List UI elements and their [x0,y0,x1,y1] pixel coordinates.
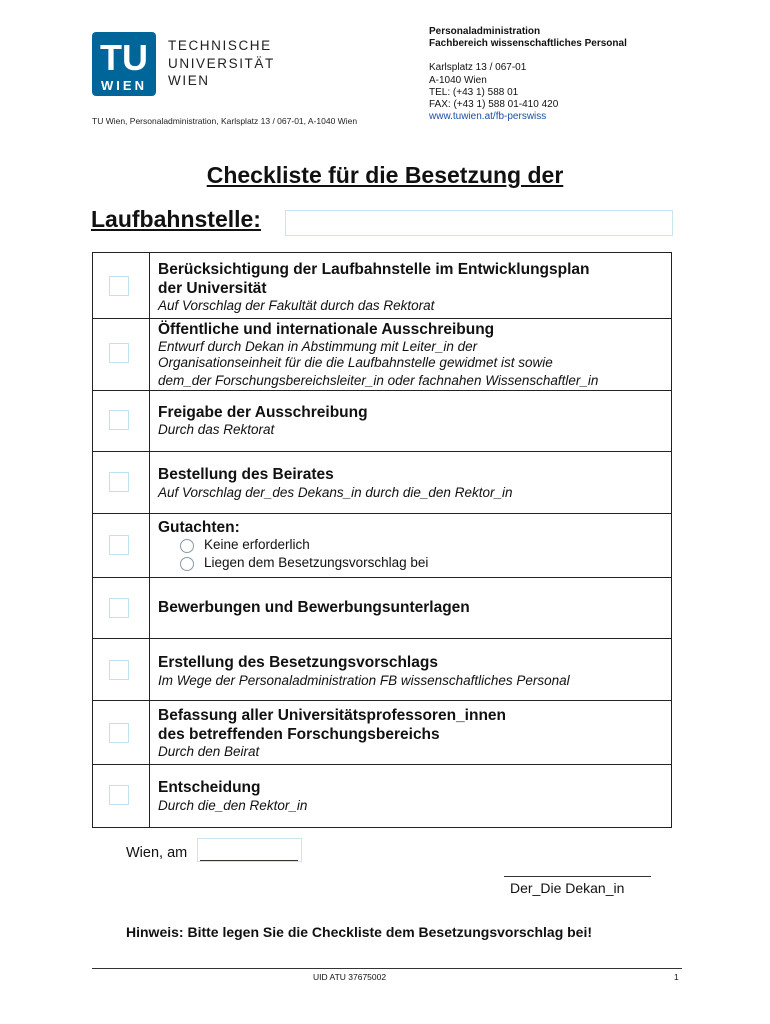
row-title: Gutachten: [158,519,240,536]
signature-line [504,876,651,877]
checkbox-entwicklungsplan[interactable] [109,276,129,296]
radio-keine-erforderlich[interactable] [180,539,194,553]
row-divider [92,390,672,391]
department-address [429,26,627,123]
logo-mark-tu: TU [100,37,148,78]
row-subtitle: Entwurf durch Dekan in Abstimmung mit Leiter_in der [158,339,478,354]
row-divider [92,318,672,319]
row-subtitle: dem_der Forschungsbereichsleiter_in oder fachnahen Wissenschaftler_in [158,373,599,388]
row-subtitle: Auf Vorschlag der Fakultät durch das Rektorat [158,298,435,313]
place-date-label: Wien, am [126,845,188,861]
row-subtitle: Durch den Beirat [158,744,260,759]
option-label: Keine erforderlich [204,537,310,552]
checkbox-ausschreibung[interactable] [109,343,129,363]
logo-mark-wien: WIEN [101,78,147,93]
row-divider [92,577,672,578]
row-subtitle: Auf Vorschlag der_des Dekans_in durch die_den Rektor_in [158,485,513,500]
row-divider [92,764,672,765]
signature-label: Der_Die Dekan_in [510,880,625,896]
checkbox-freigabe[interactable] [109,410,129,430]
row-title: Befassung aller Universitätsprofessoren_innen [158,707,507,724]
option-label: Liegen dem Besetzungsvorschlag bei [204,555,429,570]
page-number: 1 [674,972,679,982]
notice-text: Hinweis: Bitte legen Sie die Checkliste dem Besetzungsvorschlag bei! [126,924,593,940]
footer-rule [92,968,682,969]
checkbox-beirat[interactable] [109,472,129,492]
fax: FAX: (+43 1) 588 01-410 420 [429,99,559,111]
row-subtitle: Durch das Rektorat [158,422,275,437]
row-title: der Universität [158,280,267,297]
date-input[interactable] [197,838,302,862]
website-link[interactable]: www.tuwien.at/fb-perswiss [429,111,547,123]
row-title: Entscheidung [158,779,261,796]
sender-address-line: TU Wien, Personaladministration, Karlsplatz 13 / 067-01, A-1040 Wien [92,116,358,126]
row-subtitle: Im Wege der Personaladministration FB wissenschaftliches Personal [158,673,570,688]
laufbahnstelle-input[interactable] [285,210,673,236]
dept-subname: Fachbereich wissenschaftliches Personal [429,38,627,50]
checkbox-besetzungsvorschlag[interactable] [109,660,129,680]
row-title: des betreffenden Forschungsbereichs [158,726,440,743]
checkbox-entscheidung[interactable] [109,785,129,805]
row-subtitle: Durch die_den Rektor_in [158,798,308,813]
checkbox-gutachten[interactable] [109,535,129,555]
city: A-1040 Wien [429,74,487,86]
row-divider [92,451,672,452]
telephone: TEL: (+43 1) 588 01 [429,86,519,98]
logo-line-1: TECHNISCHE [168,38,272,53]
street: Karlsplatz 13 / 067-01 [429,62,527,74]
checkbox-bewerbungen[interactable] [109,598,129,618]
logo-line-2: UNIVERSITÄT [168,55,275,71]
logo-wordmark [168,37,275,90]
row-title: Bestellung des Beirates [158,466,334,483]
row-title: Berücksichtigung der Laufbahnstelle im Entwicklungsplan [158,261,590,278]
row-divider [92,513,672,514]
checklist-column-divider [149,252,150,828]
row-title: Bewerbungen und Bewerbungsunterlagen [158,599,470,616]
row-subtitle: Organisationseinheit für die die Laufbahnstelle gewidmet ist sowie [158,355,553,370]
document-title-line-1: Checkliste für die Besetzung der [206,162,564,188]
tu-wien-logo [92,32,287,96]
document-title-line-2: Laufbahnstelle: [91,206,261,232]
row-title: Öffentliche und internationale Ausschreibung [158,321,495,338]
tu-wien-logo-mark [92,32,156,96]
row-title: Freigabe der Ausschreibung [158,404,368,421]
dept-name: Personaladministration [429,26,541,37]
footer-uid: UID ATU 37675002 [313,972,387,982]
checkbox-befassung[interactable] [109,723,129,743]
row-divider [92,638,672,639]
row-title: Erstellung des Besetzungsvorschlags [158,654,438,671]
radio-liegen-bei[interactable] [180,557,194,571]
row-divider [92,700,672,701]
date-underline [200,860,298,861]
logo-line-3: WIEN [168,73,210,88]
